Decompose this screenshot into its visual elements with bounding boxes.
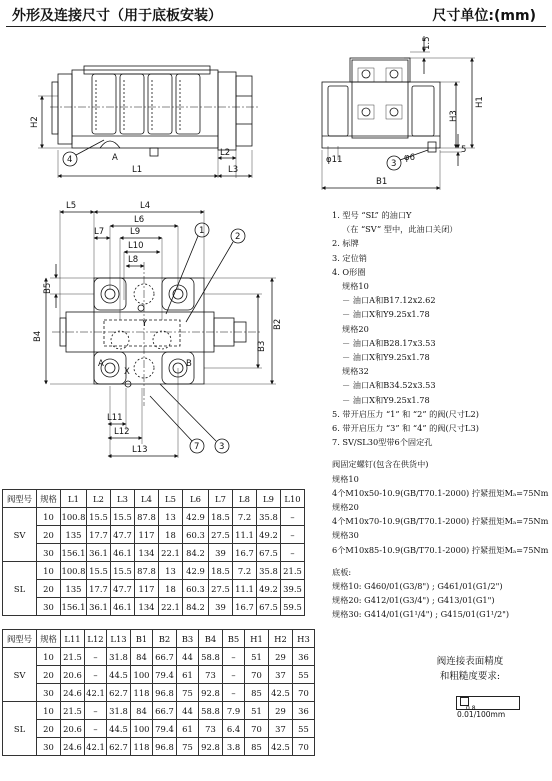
value-cell: 18 [159, 526, 183, 544]
value-cell: 21.5 [281, 562, 305, 580]
surface-quality-note [395, 654, 545, 684]
table-header: 阀型号 [3, 630, 37, 648]
dim-h2: H2 [30, 116, 40, 128]
value-cell: 17.7 [87, 580, 111, 598]
table-header: L10 [281, 490, 305, 508]
table-2-header [3, 630, 315, 648]
value-cell: 7.9 [223, 702, 245, 720]
value-cell: 16.7 [233, 598, 257, 616]
dim-5: 5 [461, 145, 467, 155]
value-cell: 16.7 [233, 544, 257, 562]
table-row [3, 738, 315, 756]
table-row [3, 684, 315, 702]
value-cell: 44.5 [107, 666, 131, 684]
dim-l8: L8 [128, 255, 139, 265]
value-cell: 35.8 [257, 562, 281, 580]
port-b-label: B [186, 359, 192, 369]
bolts-size-20-value: 4个M10x70-10.9(GB/T70.1-2000) 拧紧扭矩Mₐ=75Nm [332, 516, 549, 527]
callout-4: 4 [67, 155, 73, 165]
base-plate-title: 底板: [332, 566, 352, 577]
value-cell: 75 [177, 738, 199, 756]
table-row [3, 562, 305, 580]
header-bar [6, 0, 546, 27]
table-header: H1 [245, 630, 269, 648]
table-header: 规格 [37, 630, 61, 648]
value-cell: 62.7 [107, 738, 131, 756]
value-cell: 66.7 [153, 648, 177, 666]
value-cell: 79.4 [153, 720, 177, 738]
table-1-header [3, 490, 305, 508]
note-3: 3. 定位销 [332, 252, 367, 263]
value-cell: 35.8 [257, 508, 281, 526]
front-view-cylinders [92, 74, 200, 134]
value-cell: – [281, 508, 305, 526]
value-cell: 117 [135, 580, 159, 598]
note-6: 6. 带开启压力 “3” 和 “4” 的阀(尺寸L3) [332, 423, 479, 434]
value-cell: 20.6 [61, 666, 85, 684]
front-view-labels [30, 116, 238, 175]
table-header: L11 [61, 630, 85, 648]
callout-2: 2 [235, 232, 241, 242]
value-cell: 46.1 [111, 544, 135, 562]
value-cell: 37 [269, 720, 293, 738]
table-header: L8 [233, 490, 257, 508]
callout-1: 1 [199, 226, 205, 236]
size-cell: 30 [37, 684, 61, 702]
value-cell: 84.2 [183, 544, 209, 562]
table-header: B5 [223, 630, 245, 648]
table-header: L9 [257, 490, 281, 508]
size-cell: 10 [37, 562, 61, 580]
dim-b5: B5 [43, 282, 53, 294]
value-cell: 39.5 [281, 580, 305, 598]
dim-l2: L2 [220, 148, 231, 158]
base-plate-10: 规格10: G460/01(G3/8") ; G461/01(G1/2") [332, 581, 503, 592]
bolts-size-30-value: 6个M10x85-10.9(GB/T70.1-2000) 拧紧扭矩Mₐ=75Nm [332, 544, 549, 555]
value-cell: 21.5 [61, 648, 85, 666]
table-header: B2 [153, 630, 177, 648]
value-cell: 61 [177, 720, 199, 738]
size-10-ab: － 油口A和B17.12x2.62 [342, 295, 436, 306]
size-20-heading: 规格20 [342, 323, 369, 334]
value-cell: 44 [177, 702, 199, 720]
dim-l6: L6 [134, 215, 145, 225]
value-cell: 117 [135, 526, 159, 544]
table-header: 规格 [37, 490, 61, 508]
value-cell: 13 [159, 562, 183, 580]
size-cell: 20 [37, 666, 61, 684]
value-cell: 49.2 [257, 526, 281, 544]
value-cell: 87.8 [135, 508, 159, 526]
value-cell: 156.1 [61, 598, 87, 616]
dim-l11: L11 [107, 413, 123, 423]
value-cell: 42.9 [183, 562, 209, 580]
model-cell: SV [3, 508, 37, 562]
quality-line-1: 阀连接表面精度 [436, 656, 504, 667]
value-cell: 87.8 [135, 562, 159, 580]
value-cell: 100 [131, 720, 153, 738]
size-cell: 20 [37, 720, 61, 738]
value-cell: 100.8 [61, 508, 87, 526]
note-7: 7. SV/SL30型带6个固定孔 [332, 437, 433, 448]
flatness-value: 0.01/100mm [457, 710, 506, 719]
value-cell: 84.2 [183, 598, 209, 616]
port-y-label: Y [142, 319, 148, 329]
model-cell: SL [3, 562, 37, 616]
value-cell: 47.7 [111, 580, 135, 598]
dim-l4: L4 [140, 201, 151, 211]
size-cell: 30 [37, 598, 61, 616]
value-cell: 49.2 [257, 580, 281, 598]
table-header: H3 [293, 630, 315, 648]
size-cell: 10 [37, 702, 61, 720]
value-cell: – [85, 720, 107, 738]
dimension-table-2 [2, 629, 315, 756]
dim-h1: H1 [475, 96, 485, 108]
value-cell: 17.7 [87, 526, 111, 544]
table-row [3, 544, 305, 562]
dim-l5: L5 [66, 201, 77, 211]
table-header: L3 [111, 490, 135, 508]
callout-3: 3 [219, 442, 225, 452]
value-cell: 18 [159, 580, 183, 598]
port-a-top-label: A [98, 359, 104, 369]
page-title: 外形及连接尺寸（用于底板安装） [12, 8, 222, 24]
value-cell: 42.1 [85, 684, 107, 702]
value-cell: 36.1 [87, 544, 111, 562]
value-cell: – [281, 526, 305, 544]
dim-l12: L12 [114, 427, 130, 437]
base-plate-30: 规格30: G414/01(G1¹/4") ; G415/01(G1¹/2") [332, 609, 510, 620]
table-header: L13 [107, 630, 131, 648]
value-cell: 3.8 [223, 738, 245, 756]
dim-l13: L13 [132, 445, 148, 455]
value-cell: 6.4 [223, 720, 245, 738]
value-cell: 135 [61, 526, 87, 544]
value-cell: – [85, 666, 107, 684]
bolts-size-30: 规格30 [332, 530, 359, 541]
dim-h3: H3 [449, 110, 459, 122]
size-10-xy: － 油口X和Y9.25x1.78 [342, 309, 430, 320]
value-cell: 70 [293, 738, 315, 756]
value-cell: 31.8 [107, 702, 131, 720]
value-cell: 46.1 [111, 598, 135, 616]
size-cell: 10 [37, 648, 61, 666]
table-row [3, 508, 305, 526]
value-cell: 31.8 [107, 648, 131, 666]
value-cell: – [223, 648, 245, 666]
table-header: L6 [183, 490, 209, 508]
value-cell: 15.5 [87, 508, 111, 526]
table-1-body [3, 508, 305, 616]
value-cell: 29 [269, 648, 293, 666]
model-cell: SL [3, 702, 37, 756]
table-row [3, 598, 305, 616]
table-2-body [3, 648, 315, 756]
value-cell: 70 [245, 720, 269, 738]
value-cell: 58.8 [199, 702, 223, 720]
value-cell: 58.8 [199, 648, 223, 666]
model-cell: SV [3, 648, 37, 702]
dim-b1: B1 [376, 177, 388, 187]
value-cell: 67.5 [257, 598, 281, 616]
value-cell: 51 [245, 702, 269, 720]
value-cell: 15.5 [111, 562, 135, 580]
dim-1-5: 1.5 [422, 36, 432, 50]
value-cell: 100.8 [61, 562, 87, 580]
callout-7: 7 [194, 442, 200, 452]
value-cell: 84 [131, 648, 153, 666]
dimension-table-1 [2, 489, 305, 616]
table-header: B4 [199, 630, 223, 648]
value-cell: 75 [177, 684, 199, 702]
size-cell: 30 [37, 544, 61, 562]
value-cell: 66.7 [153, 702, 177, 720]
dim-phi11: φ11 [326, 155, 343, 165]
table-header: B3 [177, 630, 199, 648]
dim-phi6: φ6 [404, 153, 416, 163]
value-cell: 59.5 [281, 598, 305, 616]
value-cell: – [223, 684, 245, 702]
value-cell: 61 [177, 666, 199, 684]
value-cell: 42.5 [269, 738, 293, 756]
size-32-ab: － 油口A和B34.52x3.53 [342, 380, 436, 391]
size-cell: 10 [37, 508, 61, 526]
value-cell: 27.5 [209, 526, 233, 544]
size-cell: 30 [37, 738, 61, 756]
top-view [46, 210, 276, 458]
value-cell: 135 [61, 580, 87, 598]
dim-l1: L1 [132, 165, 143, 175]
table-row [3, 720, 315, 738]
value-cell: 39 [209, 544, 233, 562]
value-cell: – [223, 666, 245, 684]
value-cell: 15.5 [111, 508, 135, 526]
value-cell: 22.1 [159, 544, 183, 562]
value-cell: 27.5 [209, 580, 233, 598]
value-cell: 79.4 [153, 666, 177, 684]
value-cell: 36.1 [87, 598, 111, 616]
table-header: L5 [159, 490, 183, 508]
roughness-value: 0.8 [466, 705, 476, 712]
value-cell: 44.5 [107, 720, 131, 738]
value-cell: 42.1 [85, 738, 107, 756]
size-32-heading: 规格32 [342, 366, 369, 377]
unit-label: 尺寸单位:(mm) [432, 8, 536, 24]
note-5: 5. 带开启压力 “1” 和 “2” 的阀(尺寸L2) [332, 408, 479, 419]
dim-l9: L9 [130, 227, 141, 237]
table-header: L2 [87, 490, 111, 508]
value-cell: 29 [269, 702, 293, 720]
value-cell: 60.3 [183, 580, 209, 598]
table-row [3, 526, 305, 544]
value-cell: 67.5 [257, 544, 281, 562]
value-cell: 85 [245, 738, 269, 756]
bolts-size-10: 规格10 [332, 473, 359, 484]
value-cell: 118 [131, 738, 153, 756]
value-cell: – [85, 648, 107, 666]
port-a-label: A [112, 153, 118, 163]
value-cell: 156.1 [61, 544, 87, 562]
value-cell: 22.1 [159, 598, 183, 616]
note-4: 4. O形圈 [332, 266, 366, 277]
value-cell: 73 [199, 666, 223, 684]
value-cell: 39 [209, 598, 233, 616]
value-cell: 85 [245, 684, 269, 702]
bolts-size-10-value: 4个M10x50-10.9(GB/T70.1-2000) 拧紧扭矩Mₐ=75Nm [332, 487, 549, 498]
value-cell: 24.6 [61, 738, 85, 756]
value-cell: 42.9 [183, 508, 209, 526]
value-cell: 70 [245, 666, 269, 684]
value-cell: 84 [131, 702, 153, 720]
dim-l10: L10 [128, 241, 144, 251]
value-cell: 36 [293, 648, 315, 666]
value-cell: 134 [135, 544, 159, 562]
table-header: L7 [209, 490, 233, 508]
value-cell: 134 [135, 598, 159, 616]
value-cell: 96.8 [153, 738, 177, 756]
value-cell: 100 [131, 666, 153, 684]
dim-b3: B3 [257, 340, 267, 352]
quality-line-2: 和粗糙度要求: [439, 671, 501, 682]
bolts-title: 阀固定螺钉(包含在供货中) [332, 459, 429, 470]
value-cell: 11.1 [233, 580, 257, 598]
value-cell: 55 [293, 666, 315, 684]
dim-b2: B2 [273, 318, 283, 330]
base-plate-20: 规格20: G412/01(G3/4") ; G413/01(G1") [332, 595, 495, 606]
value-cell: – [85, 702, 107, 720]
size-cell: 20 [37, 526, 61, 544]
table-row [3, 666, 315, 684]
value-cell: 70 [293, 684, 315, 702]
table-header: H2 [269, 630, 293, 648]
size-20-ab: － 油口A和B28.17x3.53 [342, 337, 436, 348]
note-1-detail: （在 “SV” 型中，此油口关闭） [342, 224, 458, 235]
value-cell: 42.5 [269, 684, 293, 702]
table-header: L1 [61, 490, 87, 508]
table-header: L4 [135, 490, 159, 508]
value-cell: 96.8 [153, 684, 177, 702]
value-cell: 13 [159, 508, 183, 526]
top-view-labels [33, 201, 283, 455]
size-20-xy: － 油口X和Y9.25x1.78 [342, 352, 430, 363]
note-1: 1. 型号 “SL” 的油口Y [332, 210, 412, 220]
value-cell: 36 [293, 702, 315, 720]
port-x-label: X [124, 367, 130, 377]
value-cell: 55 [293, 720, 315, 738]
value-cell: 15.5 [87, 562, 111, 580]
size-32-xy: － 油口X和Y9.25x1.78 [342, 394, 430, 405]
value-cell: 73 [199, 720, 223, 738]
size-10-heading: 规格10 [342, 281, 369, 292]
table-row [3, 648, 315, 666]
value-cell: 44 [177, 648, 199, 666]
value-cell: 20.6 [61, 720, 85, 738]
callout-3-top: 3 [391, 159, 397, 169]
value-cell: – [281, 544, 305, 562]
value-cell: 7.2 [233, 562, 257, 580]
value-cell: 60.3 [183, 526, 209, 544]
value-cell: 92.8 [199, 738, 223, 756]
value-cell: 118 [131, 684, 153, 702]
table-header: L12 [85, 630, 107, 648]
size-cell: 20 [37, 580, 61, 598]
table-row [3, 702, 315, 720]
dim-l7: L7 [94, 227, 105, 237]
value-cell: 47.7 [111, 526, 135, 544]
table-header: B1 [131, 630, 153, 648]
value-cell: 92.8 [199, 684, 223, 702]
dim-l3: L3 [228, 165, 239, 175]
note-2: 2. 标牌 [332, 238, 359, 249]
value-cell: 11.1 [233, 526, 257, 544]
value-cell: 62.7 [107, 684, 131, 702]
bolts-size-20: 规格20 [332, 502, 359, 513]
value-cell: 51 [245, 648, 269, 666]
value-cell: 7.2 [233, 508, 257, 526]
dim-b4: B4 [33, 330, 43, 342]
value-cell: 24.6 [61, 684, 85, 702]
table-header: 阀型号 [3, 490, 37, 508]
notes-panel [332, 208, 547, 622]
value-cell: 18.5 [209, 508, 233, 526]
value-cell: 18.5 [209, 562, 233, 580]
value-cell: 37 [269, 666, 293, 684]
value-cell: 21.5 [61, 702, 85, 720]
table-row [3, 580, 305, 598]
